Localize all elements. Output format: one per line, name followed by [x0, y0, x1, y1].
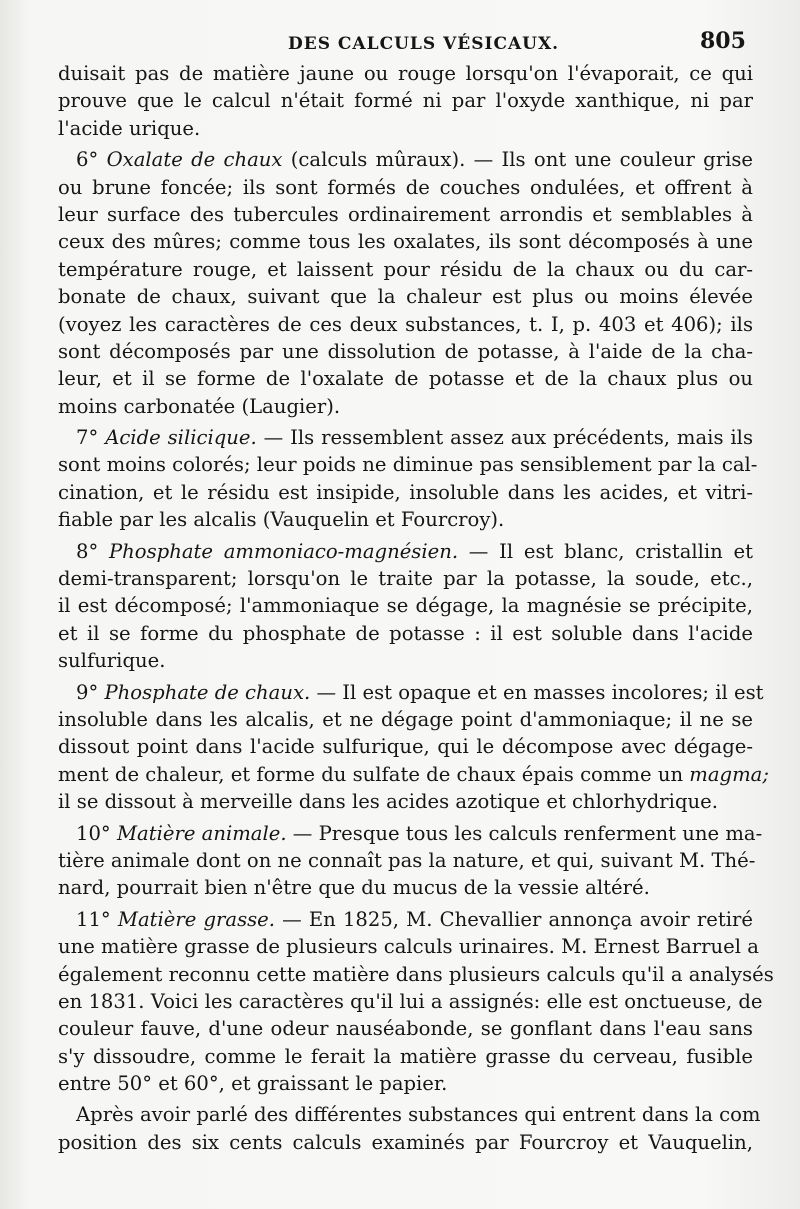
text-line: et il se forme du phosphate de potasse : il est soluble dans l'acide — [58, 621, 753, 645]
text-line: également reconnu cette matière dans plusieurs calculs qu'il a analysés — [58, 962, 774, 986]
page-number: 805 — [700, 28, 746, 54]
text-line: couleur fauve, d'une odeur nauséabonde, se gonflant dans l'eau sans — [58, 1017, 753, 1041]
text-line: il se dissout à merveille dans les acides azotique et chlorhydrique. — [58, 790, 718, 814]
text-line: sulfurique. — [58, 649, 166, 673]
text-run: — En 1825, M. Chevallier annonça avoir retiré — [275, 907, 753, 931]
text-line: sont décomposés par une dissolution de potasse, à l'aide de la cha- — [58, 339, 753, 363]
paragraph-phosphate-ammoniaco — [58, 538, 753, 675]
text-line — [58, 424, 753, 451]
item-number: 7° — [76, 426, 99, 450]
text-line: fiable par les alcalis (Vauquelin et Fourcroy). — [58, 508, 505, 532]
text-line: leur, et il se forme de l'oxalate de potasse et de la chaux plus ou — [58, 367, 753, 391]
text-line: position des six cents calculs examinés par Fourcroy et Vauquelin, — [58, 1130, 753, 1154]
text-line: dissout point dans l'acide sulfurique, qui le décompose avec dégage- — [58, 735, 753, 759]
item-title: Oxalate de chaux — [106, 148, 283, 172]
text-line: nard, pourrait bien n'être que du mucus de la vessie altéré. — [58, 876, 650, 900]
text-line — [58, 820, 763, 847]
paragraph-matiere-animale — [58, 820, 763, 902]
item-title: Phosphate de chaux. — [104, 680, 311, 704]
item-number: 10° — [76, 821, 111, 845]
item-title: Phosphate ammoniaco-magnésien. — [109, 539, 459, 563]
text-run: (calculs mûraux). — Ils ont une couleur grise — [282, 148, 753, 172]
text-line: tière animale dont on ne connaît pas la nature, et qui, suivant M. Thé- — [58, 848, 756, 872]
text-line: Après avoir parlé des différentes substances qui entrent dans la com — [76, 1103, 761, 1127]
text-line: température rouge, et laissent pour résidu de la chaux ou du car- — [58, 257, 753, 281]
text-line: cination, et le résidu est insipide, insoluble dans les acides, et vitri- — [58, 480, 753, 504]
text-line: une matière grasse de plusieurs calculs urinaires. M. Ernest Barruel a — [58, 935, 759, 959]
paragraph-silicique — [58, 424, 758, 534]
paragraph-oxalate — [58, 146, 753, 420]
paragraph — [58, 60, 753, 142]
text-line: ceux des mûres; comme tous les oxalates, ils sont décomposés à une — [58, 230, 753, 254]
paragraph-phosphate-chaux — [58, 679, 769, 816]
item-number: 11° — [76, 907, 111, 931]
text-line — [58, 906, 753, 933]
text-line: entre 50° et 60°, et graissant le papier. — [58, 1072, 448, 1096]
page-header — [0, 28, 800, 58]
page-body — [58, 60, 774, 1156]
running-head: DES CALCULS VÉSICAUX. — [288, 34, 560, 54]
paragraph-conclusion — [58, 1101, 761, 1156]
text-line: insoluble dans les alcalis, et ne dégage point d'ammoniaque; il ne se — [58, 707, 753, 731]
italic-word: magma; — [689, 762, 769, 786]
text-run: — Presque tous les calculs renferment une ma- — [286, 821, 763, 845]
text-line: leur surface des tubercules ordinairement arrondis et semblables à — [58, 202, 753, 226]
paragraph-matiere-grasse — [58, 906, 774, 1098]
text-line: prouve que le calcul n'était formé ni par l'oxyde xanthique, ni par — [58, 89, 753, 113]
item-title: Acide silicique. — [105, 426, 257, 450]
text-line: sont moins colorés; leur poids ne diminue pas sensiblement par la cal- — [58, 453, 758, 477]
text-line: moins carbonatée (Laugier). — [58, 394, 341, 418]
text-line — [58, 679, 764, 706]
text-line: (voyez les caractères de ces deux substances, t. I, p. 403 et 406); ils — [58, 312, 753, 336]
text-line: duisait pas de matière jaune ou rouge lorsqu'on l'évaporait, ce qui — [58, 62, 753, 85]
text-run: — Il est blanc, cristallin et — [458, 539, 753, 563]
text-line: demi-transparent; lorsqu'on le traite par la potasse, la soude, etc., — [58, 567, 753, 591]
item-number: 8° — [76, 539, 99, 563]
text-run: — Il est opaque et en masses incolores; il est — [310, 680, 764, 704]
text-line: il est décomposé; l'ammoniaque se dégage, la magnésie se précipite, — [58, 594, 753, 618]
text-run: — Ils ressemblent assez aux précédents, mais ils — [256, 426, 754, 450]
text-line — [58, 538, 753, 565]
item-title: Matière animale. — [116, 821, 287, 845]
text-line — [58, 761, 769, 788]
text-line: ou brune foncée; ils sont formés de couches ondulées, et offrent à — [58, 175, 753, 199]
text-line: bonate de chaux, suivant que la chaleur est plus ou moins élevée — [58, 285, 753, 309]
text-line: en 1831. Voici les caractères qu'il lui a assignés: elle est onctueuse, de — [58, 989, 763, 1013]
text-line — [58, 146, 753, 173]
item-title: Matière grasse. — [117, 907, 275, 931]
text-run: ment de chaleur, et forme du sulfate de chaux épais comme un — [58, 762, 690, 786]
item-number: 6° — [76, 148, 99, 172]
text-line: l'acide urique. — [58, 116, 201, 140]
text-line: s'y dissoudre, comme le ferait la matière grasse du cerveau, fusible — [58, 1044, 753, 1068]
item-number: 9° — [76, 680, 99, 704]
